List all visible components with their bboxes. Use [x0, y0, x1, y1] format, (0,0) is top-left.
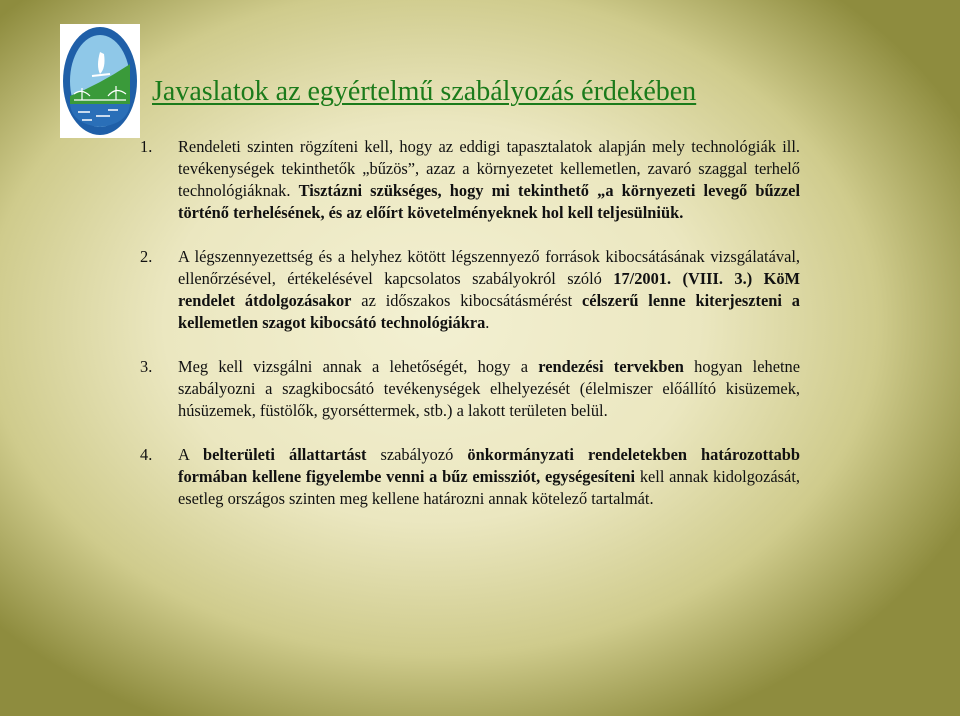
slide-title: Javaslatok az egyértelmű szabályozás érdekében [152, 76, 697, 107]
text-segment: hogyan lehetne szabályozni a szagkibocsátó tevékenységek elhelyezését (élelmiszer előállító kisüzemek, húsüzemek, füstölők, gyorséttermek, stb.) a lakott területen belül. [178, 357, 800, 420]
bold-text-segment: célszerű lenne kiterjeszteni a kellemetlen szagot kibocsátó technológiákra [178, 291, 801, 332]
text-segment: az időszakos kibocsátásmérést [351, 291, 583, 310]
item-number: 1. [140, 137, 153, 156]
item-number: 3. [140, 357, 153, 376]
list-item [140, 136, 800, 224]
item-number: 2. [140, 247, 153, 266]
bold-text-segment: önkormányzati rendeletekben határozottabb formában kellene figyelembe venni a bűz emissziót, egységesíteni [178, 445, 800, 486]
text-segment: Meg kell vizsgálni annak a lehetőségét, hogy a [178, 357, 539, 376]
text-segment: A [178, 445, 204, 464]
list-item [140, 356, 800, 422]
list-item [140, 246, 800, 334]
agency-logo [60, 24, 140, 138]
text-segment: szabályozó [366, 445, 468, 464]
bold-text-segment: 17/2001. (VIII. 3.) KöM rendelet átdolgozásakor [178, 269, 800, 310]
recommendation-list [140, 136, 800, 532]
text-segment: Rendeleti szinten rögzíteni kell, hogy az eddigi tapasztalatok alapján mely technológiák ill. tevékenységek tekinthetők „bűzös”, azaz a környezetet kellemetlen, zavaró szaggal terhelő technológiáknak. [178, 137, 800, 200]
item-text [178, 246, 800, 334]
bold-text-segment: rendezési tervekben [538, 357, 684, 376]
text-segment: A légszennyezettség és a helyhez kötött légszennyező források kibocsátásának vizsgálatával, ellenőrzésével, értékelésével kapcsolatos szabályokról szóló [178, 247, 800, 288]
text-segment: kell annak kidolgozását, esetleg országos szinten meg kellene határozni annak kötelező tartalmát. [178, 467, 800, 508]
bold-text-segment: Tisztázni szükséges, hogy mi tekinthető „a környezeti levegő bűzzel történő terhelésének, és az előírt követelményeknek hol kell teljesülniük. [178, 181, 801, 222]
list-item [140, 444, 800, 510]
item-text [178, 356, 800, 422]
item-text [178, 136, 800, 224]
item-text [178, 444, 800, 510]
bold-text-segment: belterületi állattartást [203, 445, 367, 464]
text-segment: . [485, 313, 490, 332]
item-number: 4. [140, 445, 153, 464]
